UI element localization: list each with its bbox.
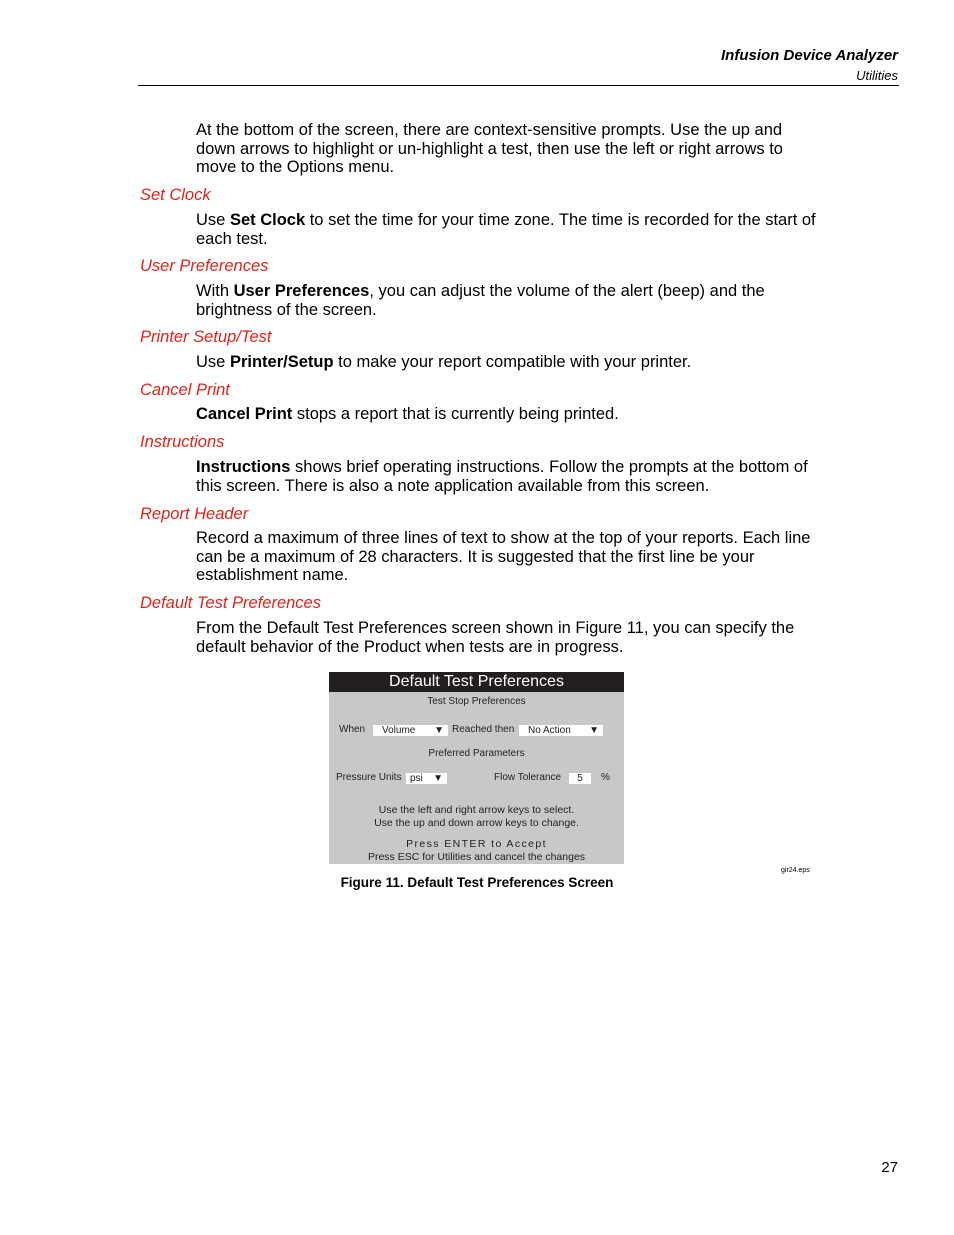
page-number: 27 bbox=[881, 1159, 898, 1176]
help-line-1: Use the left and right arrow keys to select. bbox=[378, 804, 575, 816]
figure-screen bbox=[329, 672, 624, 864]
running-header-title: Infusion Device Analyzer bbox=[721, 47, 898, 64]
heading-instructions: Instructions bbox=[140, 433, 225, 451]
screen-title: Default Test Preferences bbox=[329, 672, 624, 692]
header-rule bbox=[138, 85, 899, 86]
reached-select-value: No Action bbox=[528, 725, 571, 736]
help-line-2: Use the up and down arrow keys to change. bbox=[374, 817, 579, 829]
printer-setup-paragraph: Use Printer/Setup to make your report compatible with your printer. bbox=[196, 353, 692, 371]
pressure-units-select[interactable] bbox=[406, 773, 447, 784]
preferred-parameters-heading: Preferred Parameters bbox=[428, 748, 525, 759]
figure-file-id: gir24.eps bbox=[781, 867, 810, 874]
when-select-value: Volume bbox=[382, 725, 416, 736]
flow-tolerance-label: Flow Tolerance bbox=[494, 772, 562, 783]
heading-cancel-print: Cancel Print bbox=[140, 381, 230, 399]
heading-report-header: Report Header bbox=[140, 505, 249, 523]
reached-select[interactable] bbox=[519, 725, 603, 736]
chevron-down-icon: ▼ bbox=[433, 773, 443, 784]
flow-tolerance-field[interactable] bbox=[569, 773, 591, 784]
flow-tolerance-value: 5 bbox=[577, 773, 583, 784]
heading-set-clock: Set Clock bbox=[140, 186, 211, 204]
esc-prompt: Press ESC for Utilities and cancel the changes bbox=[367, 851, 586, 863]
set-clock-paragraph: Use Set Clock to set the time for your time zone. The time is recorded for the start of each test. bbox=[196, 211, 816, 248]
heading-printer-setup: Printer Setup/Test bbox=[140, 328, 272, 346]
when-label: When bbox=[339, 724, 366, 735]
default-test-preferences-paragraph: From the Default Test Preferences screen shown in Figure 11, you can specify the default behavior of the Product when tests are in progress. bbox=[196, 619, 795, 656]
when-select[interactable] bbox=[373, 725, 448, 736]
pressure-units-label: Pressure Units bbox=[336, 772, 402, 783]
running-header-subtitle: Utilities bbox=[856, 68, 898, 83]
report-header-paragraph: Record a maximum of three lines of text to show at the top of your reports. Each line can be a maximum of 28 characters. It is suggested that the first line be your establishment name. bbox=[196, 529, 811, 584]
user-preferences-paragraph: With User Preferences, you can adjust the volume of the alert (beep) and the brightness of the screen. bbox=[196, 282, 765, 319]
enter-prompt: Press ENTER to Accept bbox=[406, 838, 547, 850]
intro-paragraph: At the bottom of the screen, there are context-sensitive prompts. Use the up and down arrows to highlight or un-highlight a test, then use the left or right arrows to move to the Options menu. bbox=[196, 121, 783, 176]
pressure-units-value: psi bbox=[410, 773, 423, 784]
figure-caption: Figure 11. Default Test Preferences Screen bbox=[340, 875, 614, 890]
heading-default-test-preferences: Default Test Preferences bbox=[140, 594, 321, 612]
chevron-down-icon: ▼ bbox=[434, 725, 444, 736]
reached-label: Reached then bbox=[452, 724, 515, 735]
flow-unit: % bbox=[601, 772, 610, 783]
heading-user-preferences: User Preferences bbox=[140, 257, 269, 275]
cancel-print-paragraph: Cancel Print stops a report that is currently being printed. bbox=[196, 405, 619, 423]
test-stop-heading: Test Stop Preferences bbox=[427, 696, 526, 707]
instructions-paragraph: Instructions shows brief operating instructions. Follow the prompts at the bottom of this screen. There is also a note application available from this screen. bbox=[196, 458, 808, 495]
chevron-down-icon: ▼ bbox=[589, 725, 599, 736]
